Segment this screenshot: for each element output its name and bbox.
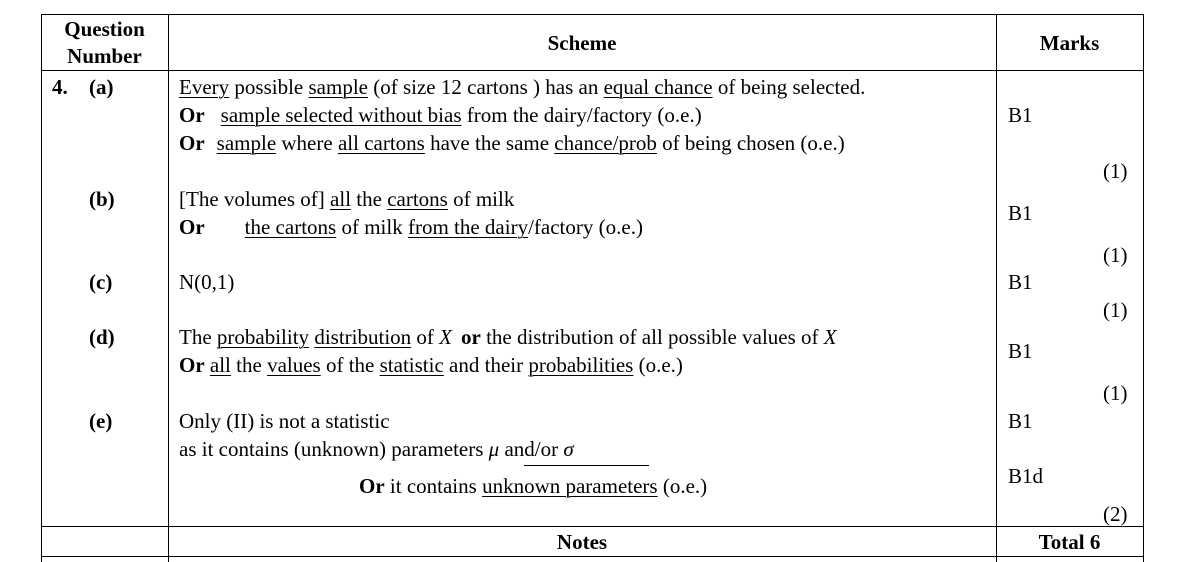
part-a-line1: Every possible sample (of size 12 cartons ) has an equal chance of being selected. — [179, 75, 866, 99]
part-b-total: (1) — [1103, 243, 1128, 267]
part-a-line3: Or sample where all cartons have the same chance/prob of being chosen (o.e.) — [179, 131, 845, 155]
part-e-label: (e) — [89, 409, 113, 433]
part-d-total: (1) — [1103, 381, 1128, 405]
part-a-line2: Or sample selected without bias from the dairy/factory (o.e.) — [179, 103, 702, 127]
part-a-mark: B1 — [1008, 103, 1033, 127]
header-bottom-border — [41, 70, 1143, 71]
header-marks: Marks — [1039, 31, 1100, 55]
part-b-line2: Or the cartons of milk from the dairy/factory (o.e.) — [179, 215, 643, 239]
part-e-underline — [524, 465, 649, 466]
part-d-label: (d) — [89, 325, 115, 349]
part-b-label: (b) — [89, 187, 115, 211]
part-d-line2: Or all the values of the statistic and their probabilities (o.e.) — [179, 353, 683, 377]
left-border — [41, 14, 42, 562]
part-a-label: (a) — [89, 75, 114, 99]
part-a-total: (1) — [1103, 159, 1128, 183]
table-top-border — [41, 14, 1143, 15]
part-e-total: (2) — [1103, 502, 1128, 526]
part-c-mark: B1 — [1008, 270, 1033, 294]
part-e-mark-2: B1d — [1008, 464, 1044, 488]
footer-notes: Notes — [556, 530, 608, 554]
right-border — [1143, 14, 1144, 562]
part-b-line1: [The volumes of] all the cartons of milk — [179, 187, 515, 211]
footer-total: Total 6 — [1038, 530, 1101, 554]
footer-top-border — [41, 526, 1143, 527]
column-divider-2 — [996, 14, 997, 562]
question-number: 4. — [52, 75, 68, 99]
part-d-line1: The probability distribution of X or the distribution of all possible values of X — [179, 325, 837, 349]
part-c-line1: N(0,1) — [179, 270, 235, 294]
header-scheme: Scheme — [547, 31, 617, 55]
header-question-number-line1: Question — [64, 17, 145, 41]
part-e-line3: Or it contains unknown parameters (o.e.) — [359, 474, 708, 498]
part-b-mark: B1 — [1008, 201, 1033, 225]
part-c-total: (1) — [1103, 298, 1128, 322]
part-e-line1: Only (II) is not a statistic — [179, 409, 390, 433]
column-divider-1 — [168, 14, 169, 562]
part-e-mark-1: B1 — [1008, 409, 1033, 433]
table-bottom-border — [41, 556, 1143, 557]
part-c-label: (c) — [89, 270, 113, 294]
part-d-mark: B1 — [1008, 339, 1033, 363]
header-question-number-line2: Number — [67, 44, 142, 68]
part-e-line2: as it contains (unknown) parameters μ and/or σ — [179, 437, 574, 461]
